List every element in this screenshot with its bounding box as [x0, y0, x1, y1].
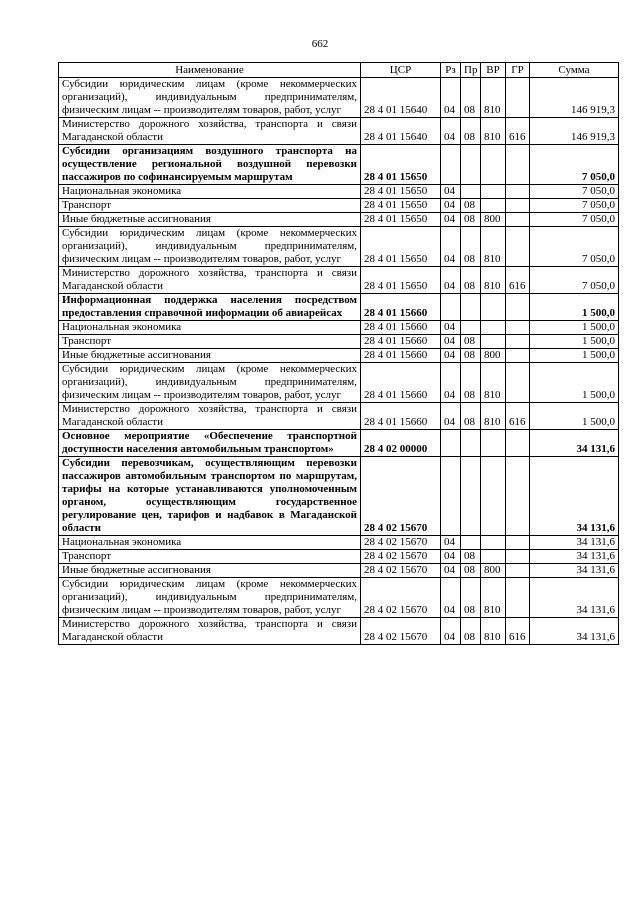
cell-csr: 28 4 01 15660	[361, 403, 441, 430]
cell-csr: 28 4 01 15650	[361, 185, 441, 199]
cell-vr	[481, 536, 506, 550]
cell-name: Субсидии юридическим лицам (кроме некоммерческих организаций), индивидуальным предпринимателям, физическим лицам -- производителям товаров, работ, услуг	[59, 78, 361, 118]
table-row	[59, 403, 619, 430]
cell-csr: 28 4 02 15670	[361, 550, 441, 564]
cell-gr	[506, 199, 530, 213]
cell-gr: 616	[506, 403, 530, 430]
cell-rz: 04	[441, 213, 461, 227]
cell-csr: 28 4 02 15670	[361, 578, 441, 618]
table-row	[59, 321, 619, 335]
cell-csr: 28 4 01 15660	[361, 321, 441, 335]
cell-gr: 616	[506, 118, 530, 145]
cell-name: Субсидии юридическим лицам (кроме некоммерческих организаций), индивидуальным предпринимателям, физическим лицам -- производителям товаров, работ, услуг	[59, 227, 361, 267]
cell-name: Министерство дорожного хозяйства, транспорта и связи Магаданской области	[59, 618, 361, 645]
header-csr: ЦСР	[361, 63, 441, 78]
cell-csr: 28 4 01 15640	[361, 78, 441, 118]
table-row	[59, 578, 619, 618]
cell-sum: 34 131,6	[530, 564, 619, 578]
table-row	[59, 363, 619, 403]
header-rz: Рз	[441, 63, 461, 78]
cell-gr	[506, 185, 530, 199]
cell-gr	[506, 564, 530, 578]
cell-vr	[481, 145, 506, 185]
cell-gr	[506, 430, 530, 457]
table-body	[59, 78, 619, 645]
cell-csr: 28 4 02 15670	[361, 536, 441, 550]
cell-rz: 04	[441, 185, 461, 199]
table-row	[59, 227, 619, 267]
cell-vr: 810	[481, 118, 506, 145]
table-row	[59, 185, 619, 199]
table-row	[59, 335, 619, 349]
cell-rz	[441, 294, 461, 321]
cell-sum: 7 050,0	[530, 213, 619, 227]
cell-pr: 08	[461, 118, 481, 145]
cell-pr: 08	[461, 618, 481, 645]
cell-vr: 810	[481, 403, 506, 430]
cell-gr	[506, 321, 530, 335]
cell-rz	[441, 145, 461, 185]
cell-name: Министерство дорожного хозяйства, транспорта и связи Магаданской области	[59, 118, 361, 145]
cell-vr: 810	[481, 227, 506, 267]
cell-vr: 810	[481, 78, 506, 118]
cell-name: Транспорт	[59, 335, 361, 349]
cell-pr	[461, 457, 481, 536]
cell-sum: 34 131,6	[530, 550, 619, 564]
cell-pr: 08	[461, 564, 481, 578]
cell-sum: 1 500,0	[530, 335, 619, 349]
cell-name: Информационная поддержка населения посредством предоставления справочной информации об авиарейсах	[59, 294, 361, 321]
cell-pr: 08	[461, 78, 481, 118]
cell-rz: 04	[441, 227, 461, 267]
cell-vr	[481, 457, 506, 536]
table-row	[59, 199, 619, 213]
cell-pr: 08	[461, 199, 481, 213]
cell-pr: 08	[461, 403, 481, 430]
cell-rz: 04	[441, 363, 461, 403]
cell-sum: 7 050,0	[530, 267, 619, 294]
cell-name: Национальная экономика	[59, 536, 361, 550]
cell-sum: 1 500,0	[530, 294, 619, 321]
cell-name: Основное мероприятие «Обеспечение транспортной доступности населения автомобильным транспортом»	[59, 430, 361, 457]
cell-sum: 34 131,6	[530, 457, 619, 536]
page-number: 662	[311, 38, 329, 50]
cell-vr	[481, 294, 506, 321]
cell-rz	[441, 430, 461, 457]
cell-vr	[481, 199, 506, 213]
cell-gr	[506, 335, 530, 349]
cell-sum: 1 500,0	[530, 349, 619, 363]
cell-sum: 7 050,0	[530, 227, 619, 267]
cell-pr	[461, 145, 481, 185]
cell-pr: 08	[461, 335, 481, 349]
table-row	[59, 118, 619, 145]
cell-csr: 28 4 02 15670	[361, 618, 441, 645]
cell-pr	[461, 430, 481, 457]
cell-csr: 28 4 01 15660	[361, 335, 441, 349]
cell-rz: 04	[441, 564, 461, 578]
cell-pr	[461, 185, 481, 199]
cell-csr: 28 4 01 15650	[361, 267, 441, 294]
cell-gr	[506, 145, 530, 185]
cell-rz	[441, 457, 461, 536]
cell-vr: 800	[481, 349, 506, 363]
table-row	[59, 349, 619, 363]
cell-vr: 800	[481, 564, 506, 578]
cell-sum: 7 050,0	[530, 145, 619, 185]
cell-vr: 810	[481, 363, 506, 403]
cell-gr: 616	[506, 618, 530, 645]
cell-name: Транспорт	[59, 199, 361, 213]
cell-name: Министерство дорожного хозяйства, транспорта и связи Магаданской области	[59, 267, 361, 294]
table-row	[59, 213, 619, 227]
cell-sum: 1 500,0	[530, 403, 619, 430]
cell-gr: 616	[506, 267, 530, 294]
cell-sum: 1 500,0	[530, 363, 619, 403]
cell-csr: 28 4 01 15650	[361, 227, 441, 267]
cell-vr: 800	[481, 213, 506, 227]
cell-vr	[481, 550, 506, 564]
table-row	[59, 78, 619, 118]
cell-name: Субсидии перевозчикам, осуществляющим перевозки пассажиров автомобильным транспортом по маршрутам, тарифы на которые устанавливаются уполномоченным органом, осуществляющим государственное регулирование цен, тарифов и надбавок в Магаданской области	[59, 457, 361, 536]
cell-vr	[481, 185, 506, 199]
header-row	[59, 63, 619, 78]
cell-pr: 08	[461, 349, 481, 363]
cell-rz: 04	[441, 578, 461, 618]
cell-name: Иные бюджетные ассигнования	[59, 349, 361, 363]
cell-sum: 34 131,6	[530, 578, 619, 618]
cell-name: Субсидии юридическим лицам (кроме некоммерческих организаций), индивидуальным предпринимателям, физическим лицам -- производителям товаров, работ, услуг	[59, 363, 361, 403]
cell-csr: 28 4 01 15660	[361, 363, 441, 403]
table-row	[59, 294, 619, 321]
table-row	[59, 564, 619, 578]
header-name: Наименование	[59, 63, 361, 78]
cell-pr: 08	[461, 578, 481, 618]
cell-vr: 810	[481, 578, 506, 618]
cell-rz: 04	[441, 403, 461, 430]
cell-rz: 04	[441, 550, 461, 564]
cell-vr	[481, 335, 506, 349]
cell-pr	[461, 536, 481, 550]
cell-rz: 04	[441, 536, 461, 550]
cell-sum: 7 050,0	[530, 185, 619, 199]
cell-vr	[481, 430, 506, 457]
cell-sum: 146 919,3	[530, 118, 619, 145]
cell-csr: 28 4 02 00000	[361, 430, 441, 457]
cell-pr: 08	[461, 363, 481, 403]
cell-name: Национальная экономика	[59, 185, 361, 199]
cell-pr: 08	[461, 213, 481, 227]
cell-csr: 28 4 02 15670	[361, 457, 441, 536]
cell-csr: 28 4 01 15650	[361, 213, 441, 227]
cell-rz: 04	[441, 335, 461, 349]
cell-rz: 04	[441, 118, 461, 145]
cell-sum: 7 050,0	[530, 199, 619, 213]
cell-csr: 28 4 01 15660	[361, 349, 441, 363]
cell-gr	[506, 578, 530, 618]
cell-rz: 04	[441, 349, 461, 363]
cell-name: Транспорт	[59, 550, 361, 564]
cell-rz: 04	[441, 618, 461, 645]
table-row	[59, 145, 619, 185]
cell-vr: 810	[481, 267, 506, 294]
cell-csr: 28 4 01 15640	[361, 118, 441, 145]
cell-pr: 08	[461, 550, 481, 564]
cell-name: Субсидии организациям воздушного транспорта на осуществление региональной воздушной перевозки пассажиров по софинансируемым маршрутам	[59, 145, 361, 185]
cell-name: Субсидии юридическим лицам (кроме некоммерческих организаций), индивидуальным предпринимателям, физическим лицам -- производителям товаров, работ, услуг	[59, 578, 361, 618]
cell-rz: 04	[441, 199, 461, 213]
cell-sum: 34 131,6	[530, 618, 619, 645]
cell-gr	[506, 550, 530, 564]
table-row	[59, 430, 619, 457]
cell-pr: 08	[461, 267, 481, 294]
cell-gr	[506, 294, 530, 321]
cell-csr: 28 4 01 15650	[361, 199, 441, 213]
cell-name: Иные бюджетные ассигнования	[59, 213, 361, 227]
cell-gr	[506, 227, 530, 267]
cell-pr	[461, 294, 481, 321]
cell-sum: 34 131,6	[530, 536, 619, 550]
cell-pr: 08	[461, 227, 481, 267]
header-vr: ВР	[481, 63, 506, 78]
cell-gr	[506, 349, 530, 363]
cell-gr	[506, 536, 530, 550]
header-gr: ГР	[506, 63, 530, 78]
cell-gr	[506, 457, 530, 536]
cell-csr: 28 4 01 15650	[361, 145, 441, 185]
cell-sum: 1 500,0	[530, 321, 619, 335]
cell-sum: 34 131,6	[530, 430, 619, 457]
cell-sum: 146 919,3	[530, 78, 619, 118]
cell-vr	[481, 321, 506, 335]
cell-name: Иные бюджетные ассигнования	[59, 564, 361, 578]
cell-rz: 04	[441, 78, 461, 118]
header-pr: Пр	[461, 63, 481, 78]
table-row	[59, 536, 619, 550]
table-row	[59, 550, 619, 564]
table-row	[59, 618, 619, 645]
cell-csr: 28 4 01 15660	[361, 294, 441, 321]
cell-rz: 04	[441, 321, 461, 335]
cell-gr	[506, 363, 530, 403]
header-sum: Сумма	[530, 63, 619, 78]
cell-name: Национальная экономика	[59, 321, 361, 335]
table-row	[59, 267, 619, 294]
cell-name: Министерство дорожного хозяйства, транспорта и связи Магаданской области	[59, 403, 361, 430]
cell-pr	[461, 321, 481, 335]
budget-table	[58, 62, 619, 645]
cell-vr: 810	[481, 618, 506, 645]
cell-csr: 28 4 02 15670	[361, 564, 441, 578]
cell-rz: 04	[441, 267, 461, 294]
cell-gr	[506, 78, 530, 118]
table-row	[59, 457, 619, 536]
cell-gr	[506, 213, 530, 227]
